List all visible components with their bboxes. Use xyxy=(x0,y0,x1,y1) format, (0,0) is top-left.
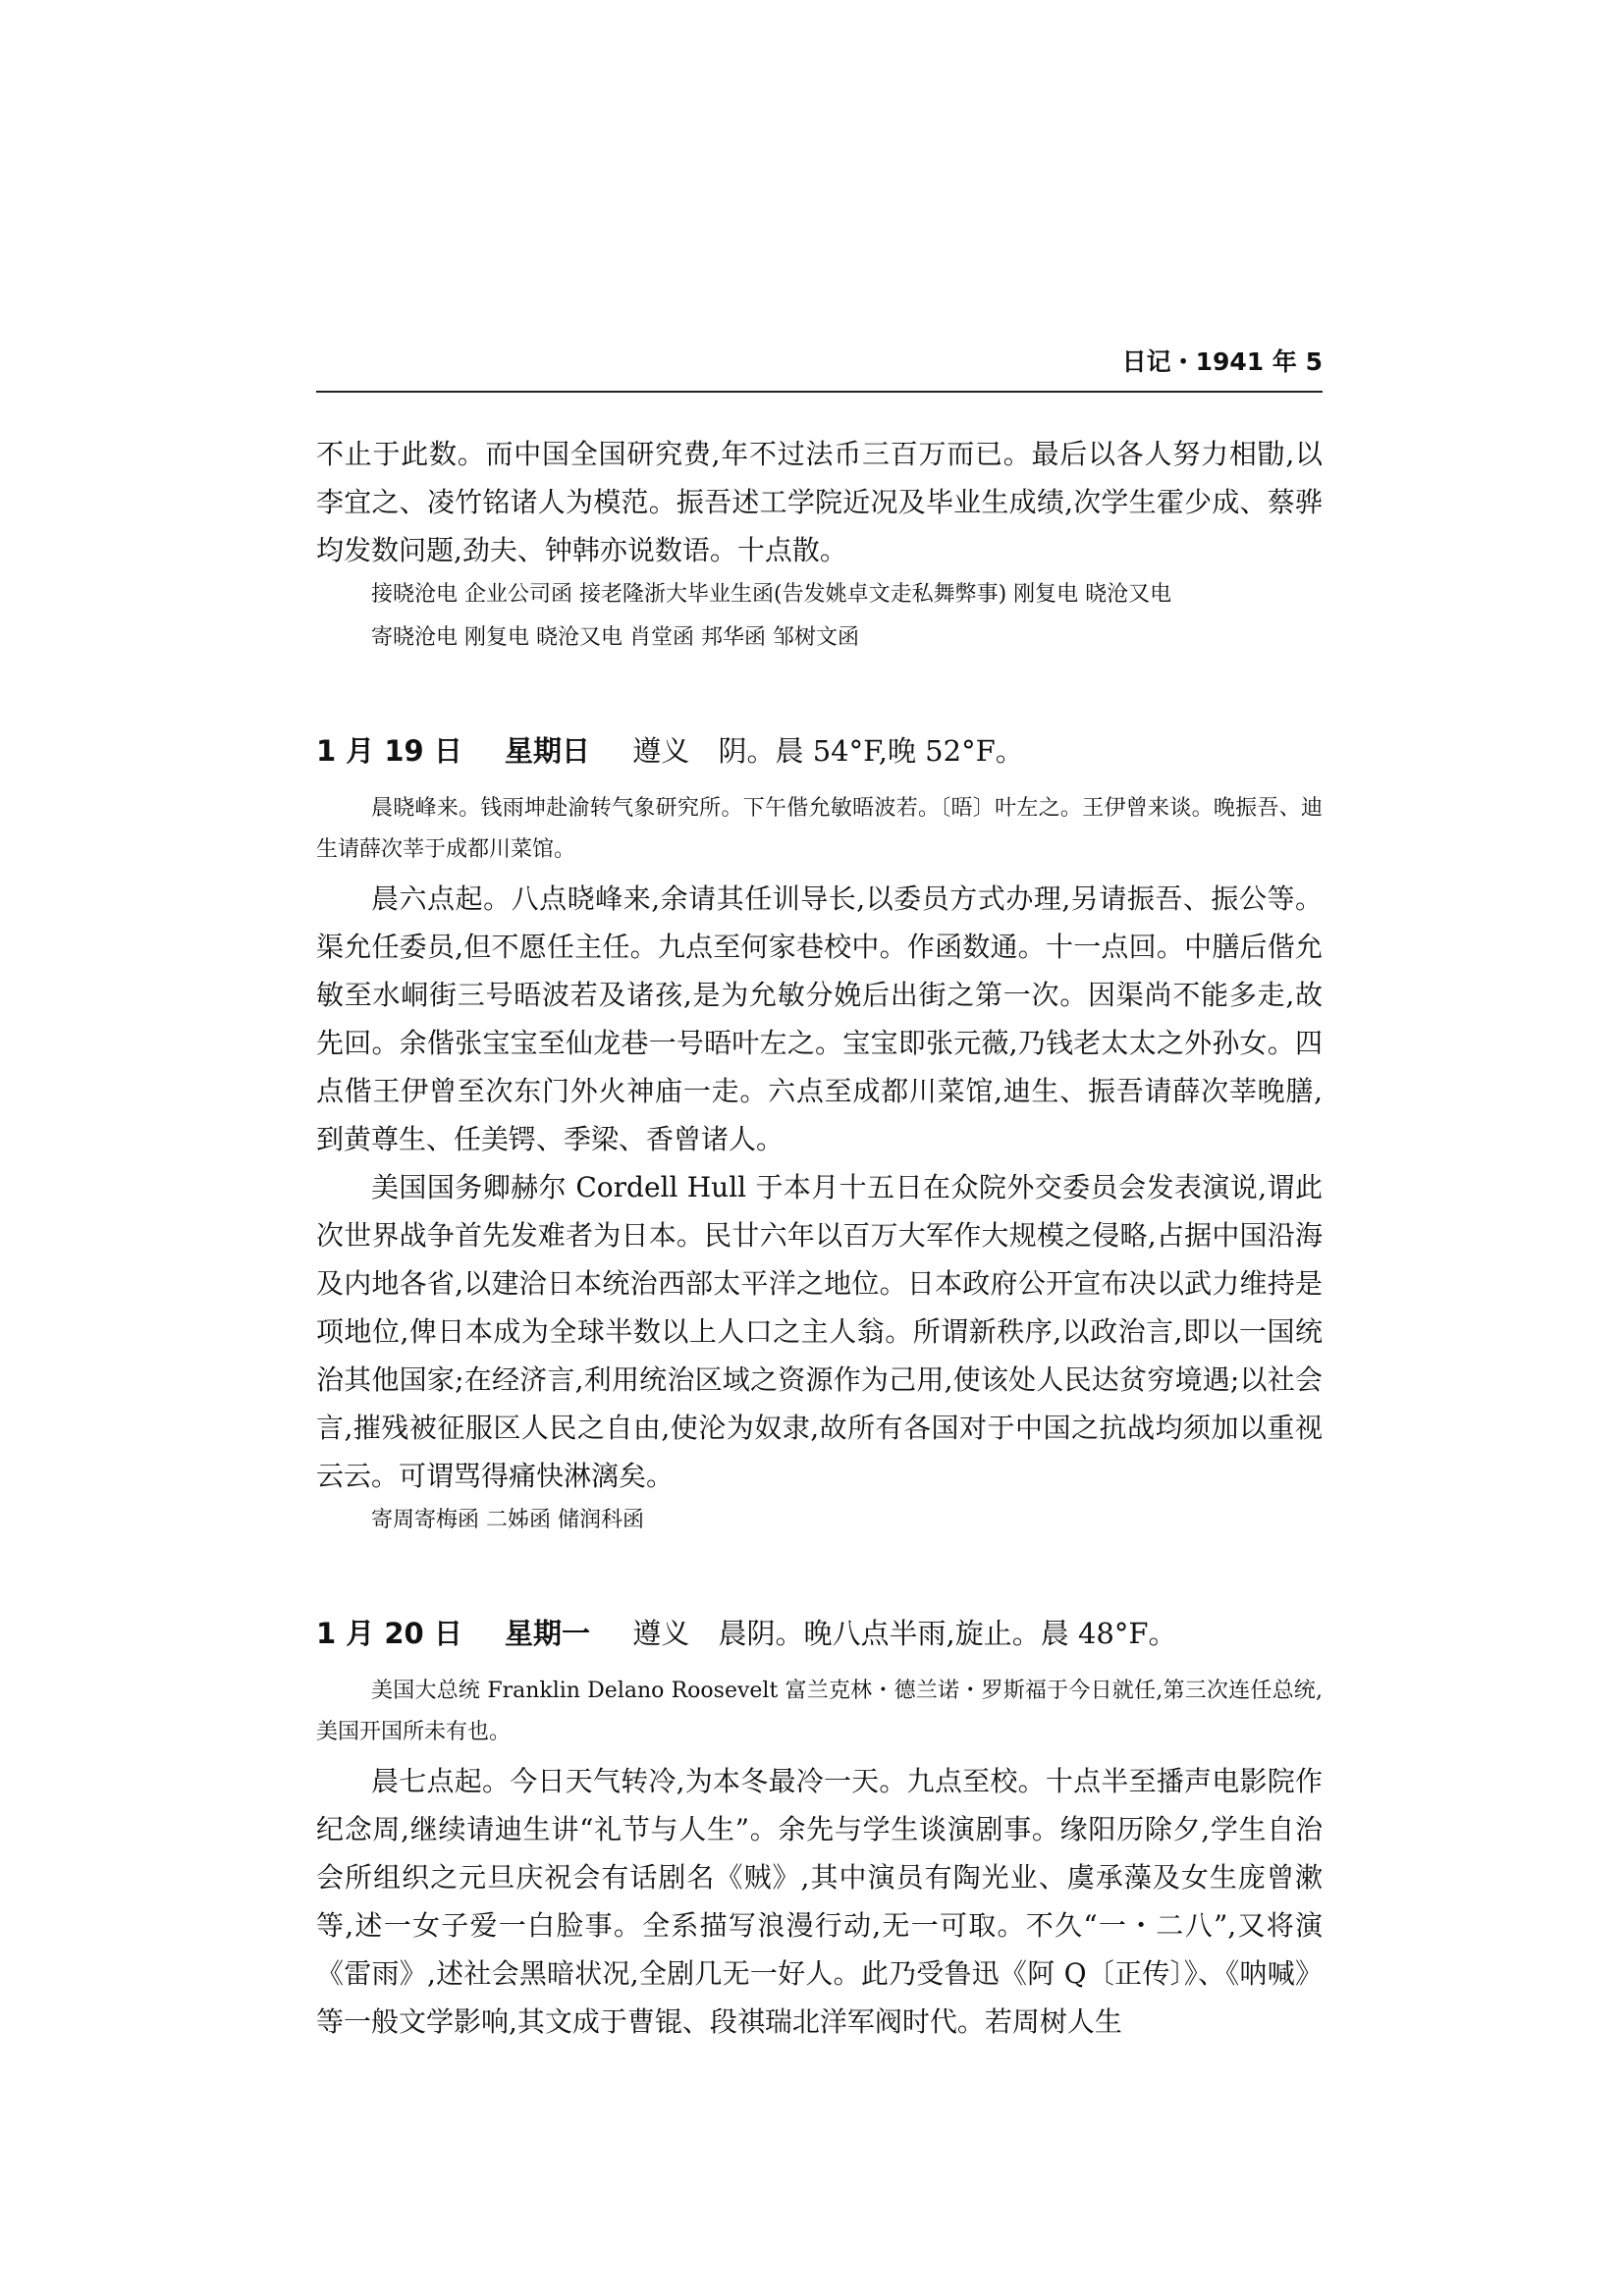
entry-place: 遵义 xyxy=(632,1617,690,1650)
book-page xyxy=(316,334,1323,2046)
entry-weather: 阴。晨 54°F,晚 52°F。 xyxy=(718,734,1024,768)
entry-weather: 晨阴。晚八点半雨,旋止。晨 48°F。 xyxy=(718,1617,1177,1650)
opening-note-received: 接晓沧电 企业公司函 接老隆浙大毕业生函(告发姚卓文走私舞弊事) 刚复电 晓沧又电 xyxy=(371,582,1172,607)
header-rule xyxy=(316,391,1323,393)
opening-note-sent: 寄晓沧电 刚复电 晓沧又电 肖堂函 邦华函 邹树文函 xyxy=(371,625,859,650)
entry-paragraph: 美国国务卿赫尔 Cordell Hull 于本月十五日在众院外交委员会发表演说,谓此次世界战争首先发难者为日本。民廿六年以百万大军作大规模之侵略,占据中国沿海及内地各省,以建洽日本统治西部太平洋之地位。日本政府公开宣布决以武力维持是项地位,俾日本成为全球半数以上人口之主人翁。所谓新秩序,以政治言,即以一国统治其他国家;在经济言,利用统治区域之资源作为己用,使该处人民达贫穷境遇;以社会言,摧残被征服区人民之自由,使沦为奴隶,故所有各国对于中国之抗战均须加以重视云云。可谓骂得痛快淋漓矣。 xyxy=(316,1171,1323,1492)
entry-notes: 寄周寄梅函 二姊函 储润科函 xyxy=(371,1508,644,1532)
opening-paragraph: 不止于此数。而中国全国研究费,年不过法币三百万而已。最后以各人努力相勖,以李宜之、凌竹铭诸人为模范。振吾述工学院近况及毕业生成绩,次学生霍少成、蔡骅均发数问题,劲夫、钟韩亦说数语。十点散。 xyxy=(316,438,1323,566)
entry-heading-jan19 xyxy=(316,727,1323,774)
entry-summary: 美国大总统 Franklin Delano Roosevelt 富兰克林・德兰诺・罗斯福于今日就任,第三次连任总统,美国开国所未有也。 xyxy=(316,1679,1323,1744)
entry-date: 1 月 20 日 xyxy=(316,1617,462,1650)
entry-paragraph: 晨七点起。今日天气转冷,为本冬最冷一天。九点至校。十点半至播声电影院作纪念周,继续请迪生讲“礼节与人生”。余先与学生谈演剧事。缘阳历除夕,学生自治会所组织之元旦庆祝会有话剧名《贼》,其中演员有陶光业、虞承藻及女生庞曾漱等,述一女子爱一白脸事。全系描写浪漫行动,无一可取。不久“一・二八”,又将演《雷雨》,述社会黑暗状况,全剧几无一好人。此乃受鲁迅《阿 Q〔正传〕》、《呐喊》等一般文学影响,其文成于曹锟、段祺瑞北洋军阀时代。若周树人生 xyxy=(316,1765,1323,2038)
entry-heading-jan20 xyxy=(316,1610,1323,1657)
entry-place: 遵义 xyxy=(632,734,690,768)
entry-weekday: 星期一 xyxy=(505,1617,591,1650)
running-head: 日记・1941 年 5 xyxy=(1121,347,1323,376)
entry-date: 1 月 19 日 xyxy=(316,734,462,768)
entry-summary: 晨晓峰来。钱雨坤赴渝转气象研究所。下午偕允敏晤波若。〔晤〕叶左之。王伊曾来谈。晚振吾、迪生请薛次莘于成都川菜馆。 xyxy=(316,796,1323,862)
entry-paragraph: 晨六点起。八点晓峰来,余请其任训导长,以委员方式办理,另请振吾、振公等。渠允任委员,但不愿任主任。九点至何家巷校中。作函数通。十一点回。中膳后偕允敏至水峒街三号晤波若及诸孩,是为允敏分娩后出街之第一次。因渠尚不能多走,故先回。余偕张宝宝至仙龙巷一号晤叶左之。宝宝即张元薇,乃钱老太太之外孙女。四点偕王伊曾至次东门外火神庙一走。六点至成都川菜馆,迪生、振吾请薛次莘晚膳,到黄尊生、任美锷、季梁、香曾诸人。 xyxy=(316,882,1323,1155)
entry-weekday: 星期日 xyxy=(505,734,591,768)
